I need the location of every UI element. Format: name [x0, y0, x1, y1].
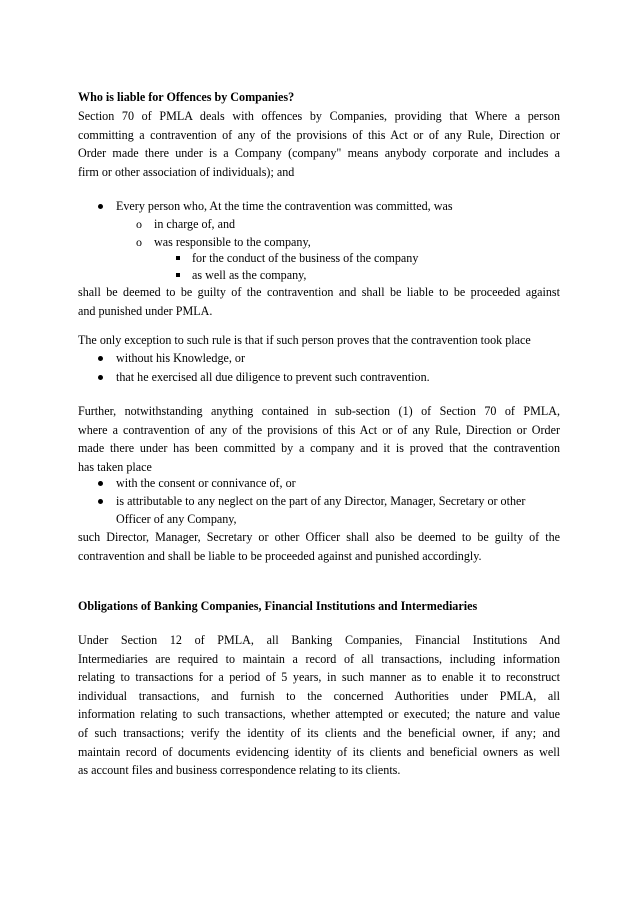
list-item-text: for the conduct of the business of the company [192, 251, 419, 265]
bullet-disc-icon [98, 375, 103, 380]
paragraph-line: as account files and business correspondence relating to its clients. [78, 763, 401, 778]
bullet-square-icon [176, 256, 180, 260]
exception-line: The only exception to such rule is that if such person proves that the contravention took place [78, 333, 531, 347]
liability-further-paragraph [78, 402, 560, 476]
bullet-disc-icon [98, 204, 103, 209]
bullet-circle-icon: o [136, 217, 142, 231]
paragraph-line: Under Section 12 of PMLA, all Banking Companies, Financial Institutions And [78, 633, 560, 647]
paragraph-line: information relating to such transactions, whether attempted or executed; the nature and value [78, 707, 560, 722]
paragraph-line: maintain record of documents evidencing identity of its clients and beneficial owners as well [78, 744, 560, 759]
list-item-continuation: Officer of any Company, [116, 512, 237, 526]
section-heading-liability: Who is liable for Offences by Companies? [78, 90, 295, 104]
list-item-text: with the consent or connivance of, or [116, 476, 296, 490]
paragraph-line: Intermediaries are required to maintain a record of all transactions, including information [78, 651, 560, 666]
list-item-text: in charge of, and [154, 217, 236, 231]
list-item-text: without his Knowledge, or [116, 351, 245, 365]
bullet-disc-icon [98, 499, 103, 504]
obligations-paragraph [78, 631, 560, 780]
bullet-circle-icon: o [136, 235, 142, 249]
bullet-disc-icon [98, 356, 103, 361]
paragraph-line: contravention and shall be liable to be proceeded against and punished accordingly. [78, 548, 482, 563]
paragraph-line: where a contravention of any of the provisions of this Act or of any Rule, Direction or Order [78, 422, 560, 437]
section-heading-obligations: Obligations of Banking Companies, Financial Institutions and Intermediaries [78, 599, 478, 613]
list-item-text: as well as the company, [192, 268, 307, 282]
paragraph-line: committing a contravention of any of the provisions of this Act or of any Rule, Direction or [78, 127, 560, 142]
bullet-square-icon [176, 273, 180, 277]
paragraph-line: Section 70 of PMLA deals with offences by Companies, providing that Where a person [78, 109, 560, 123]
paragraph-line: Further, notwithstanding anything contained in sub-section (1) of Section 70 of PMLA, [78, 404, 560, 418]
liability-intro-paragraph [78, 107, 560, 181]
paragraph-line: shall be deemed to be guilty of the contravention and shall be liable to be proceeded against [78, 285, 560, 299]
paragraph-line: firm or other association of individuals); and [78, 164, 295, 179]
bullet-disc-icon [98, 481, 103, 486]
list-item-text: Every person who, At the time the contravention was committed, was [116, 199, 453, 213]
paragraph-line: of such transactions; verify the identity of its clients and the beneficial owner, if any; and [78, 725, 560, 740]
paragraph-line: made there under has been committed by a company and it is proved that the contravention [78, 441, 560, 456]
list-item-text: was responsible to the company, [154, 235, 311, 249]
paragraph-line: individual transactions, and furnish to the concerned Authorities under PMLA, all [78, 688, 560, 703]
paragraph-line: has taken place [78, 459, 152, 474]
paragraph-line: Order made there under is a Company (company" means anybody corporate and includes a [78, 146, 560, 161]
liability-closing-paragraph [78, 528, 560, 565]
list-item-text: that he exercised all due diligence to prevent such contravention. [116, 370, 430, 384]
paragraph-line: relating to transactions for a period of 5 years, in such manner as to enable it to reconstruct [78, 670, 560, 685]
list-item-text: is attributable to any neglect on the part of any Director, Manager, Secretary or other [116, 494, 526, 508]
liability-after-list-paragraph [78, 283, 560, 320]
paragraph-line: such Director, Manager, Secretary or other Officer shall also be deemed to be guilty of the [78, 530, 560, 544]
paragraph-line: and punished under PMLA. [78, 303, 213, 318]
